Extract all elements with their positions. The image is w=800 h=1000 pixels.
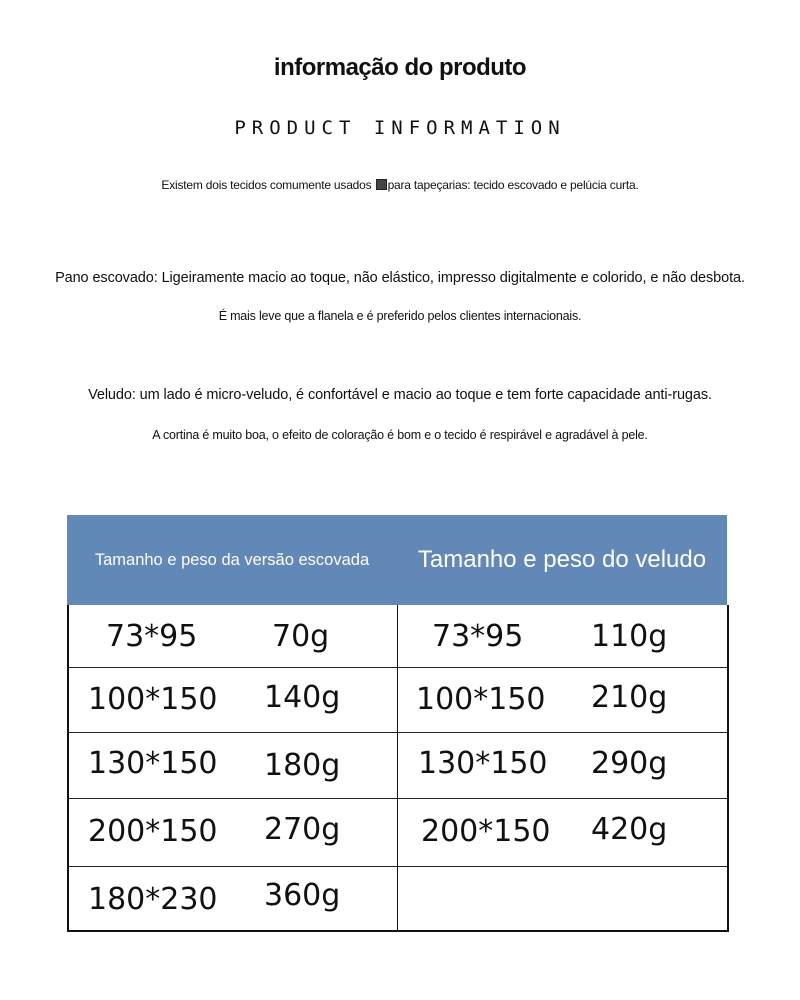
- brushed-size-cell: 100*150: [88, 682, 218, 717]
- velvet-weight-cell: 290g: [591, 746, 668, 781]
- brushed-weight-cell: 180g: [264, 748, 341, 783]
- velvet-description-note: A cortina é muito boa, o efeito de coloração é bom e o tecido é respirável e agradável à pele.: [152, 428, 648, 442]
- page-subtitle: PRODUCT INFORMATION: [234, 117, 566, 139]
- brushed-size-cell: 180*230: [88, 882, 218, 917]
- column-divider: [397, 605, 398, 930]
- brushed-description-note: É mais leve que a flanela e é preferido pelos clientes internacionais.: [218, 309, 582, 323]
- brushed-size-cell: 130*150: [88, 746, 218, 781]
- row-divider: [69, 798, 727, 799]
- page-title: informação do produto: [273, 54, 527, 81]
- header-brushed: Tamanho e peso da versão escovada: [94, 550, 370, 569]
- velvet-weight-cell: 110g: [591, 619, 668, 654]
- brushed-weight-cell: 70g: [272, 619, 330, 654]
- size-weight-table: [67, 515, 727, 932]
- brushed-weight-cell: 270g: [264, 812, 341, 847]
- velvet-size-cell: 100*150: [416, 682, 546, 717]
- intro-text-end: para tapeçarias: tecido escovado e pelúcia curta.: [387, 178, 639, 192]
- header-velvet: Tamanho e peso do veludo: [417, 546, 707, 573]
- brushed-size-cell: 73*95: [106, 619, 198, 654]
- row-divider: [69, 866, 727, 867]
- table-header: [67, 515, 727, 605]
- row-divider: [69, 732, 727, 733]
- row-divider: [69, 667, 727, 668]
- velvet-description: Veludo: um lado é micro-veludo, é confortável e macio ao toque e tem forte capacidade anti-rugas.: [88, 387, 712, 403]
- replacement-glyph-icon: [376, 179, 387, 190]
- velvet-size-cell: 130*150: [418, 746, 548, 781]
- velvet-size-cell: 200*150: [421, 814, 551, 849]
- intro-text-start: Existem dois tecidos comumente usados: [161, 178, 375, 192]
- velvet-weight-cell: 210g: [591, 680, 668, 715]
- brushed-weight-cell: 360g: [264, 878, 341, 913]
- table-body: [67, 605, 729, 932]
- brushed-description: Pano escovado: Ligeiramente macio ao toque, não elástico, impresso digitalmente e colorido, e não desbota.: [55, 270, 745, 286]
- velvet-size-cell: 73*95: [432, 619, 524, 654]
- brushed-size-cell: 200*150: [88, 814, 218, 849]
- velvet-weight-cell: 420g: [591, 812, 668, 847]
- brushed-weight-cell: 140g: [264, 680, 341, 715]
- intro-text: [0, 178, 800, 192]
